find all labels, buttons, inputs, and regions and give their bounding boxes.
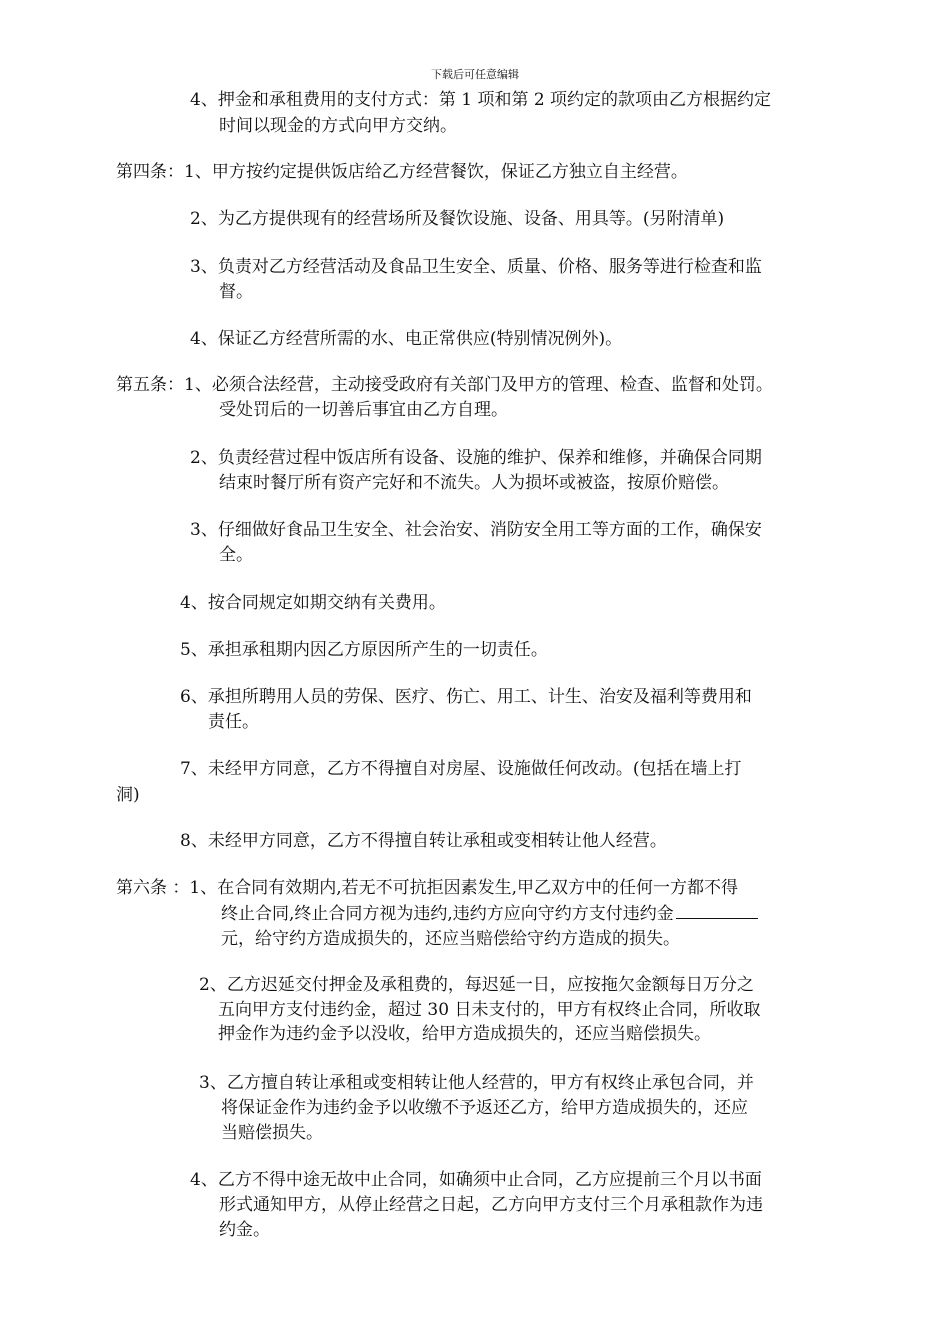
text-line: 全。 [219, 545, 253, 565]
text-line: 3、负责对乙方经营活动及食品卫生安全、质量、价格、服务等进行检查和监 [190, 257, 762, 277]
text-line: 受处罚后的一切善后事宜由乙方自理。 [219, 400, 508, 420]
text-line: 第四条：1、甲方按约定提供饭店给乙方经营餐饮，保证乙方独立自主经营。 [116, 162, 688, 182]
text-line: 责任。 [208, 712, 259, 732]
text-line: 5、承担承租期内因乙方原因所产生的一切责任。 [180, 640, 548, 660]
text-line: 4、押金和承租费用的支付方式：第 1 项和第 2 项约定的款项由乙方根据约定 [190, 90, 772, 110]
text-line: 3、乙方擅自转让承租或变相转让他人经营的，甲方有权终止承包合同，并 [199, 1073, 754, 1093]
text-line: 7、未经甲方同意，乙方不得擅自对房屋、设施做任何改动。(包括在墙上打 [180, 759, 742, 779]
text-line: 2、乙方迟延交付押金及承租费的，每迟延一日，应按拖欠金额每日万分之 [199, 975, 754, 995]
text-line: 形式通知甲方，从停止经营之日起，乙方向甲方支付三个月承租款作为违 [219, 1195, 763, 1215]
text-line: 3、仔细做好食品卫生安全、社会治安、消防安全用工等方面的工作，确保安 [190, 520, 762, 540]
text-line: 第五条：1、必须合法经营，主动接受政府有关部门及甲方的管理、检查、监督和处罚。 [116, 375, 773, 395]
text-line: 4、保证乙方经营所需的水、电正常供应(特别情况例外)。 [190, 329, 623, 349]
text-line [221, 902, 758, 926]
text-line: 结束时餐厅所有资产完好和不流失。人为损坏或被盗，按原价赔偿。 [219, 473, 729, 493]
text-line: 2、负责经营过程中饭店所有设备、设施的维护、保养和维修，并确保合同期 [190, 448, 762, 468]
text-line: 4、按合同规定如期交纳有关费用。 [180, 593, 446, 613]
text-span: 终止合同,终止合同方视为违约,违约方应向守约方支付违约金 [221, 904, 674, 924]
text-line: 6、承担所聘用人员的劳保、医疗、伤亡、用工、计生、治安及福利等费用和 [180, 687, 752, 707]
text-line: 押金作为违约金予以没收，给甲方造成损失的，还应当赔偿损失。 [218, 1024, 711, 1044]
text-line: 2、为乙方提供现有的经营场所及餐饮设施、设备、用具等。(另附清单) [190, 209, 725, 229]
text-line: 约金。 [219, 1220, 270, 1240]
text-line: 督。 [219, 282, 253, 302]
text-line: 元，给守约方造成损失的，还应当赔偿给守约方造成的损失。 [221, 929, 680, 949]
fill-in-blank [676, 902, 758, 919]
text-line: 4、乙方不得中途无故中止合同，如确须中止合同，乙方应提前三个月以书面 [190, 1170, 762, 1190]
text-line: 第六条 ：1、在合同有效期内,若无不可抗拒因素发生,甲乙双方中的任何一方都不得 [116, 878, 739, 898]
page-header: 下载后可任意编辑 [431, 68, 519, 81]
text-line: 当赔偿损失。 [221, 1123, 323, 1143]
text-line: 8、未经甲方同意，乙方不得擅自转让承租或变相转让他人经营。 [180, 831, 667, 851]
text-line: 洞) [116, 785, 140, 805]
text-line: 五向甲方支付违约金，超过 30 日未支付的，甲方有权终止合同，所收取 [218, 1000, 761, 1020]
text-line: 将保证金作为违约金予以收缴不予返还乙方，给甲方造成损失的，还应 [221, 1098, 748, 1118]
text-line: 时间以现金的方式向甲方交纳。 [219, 116, 457, 136]
